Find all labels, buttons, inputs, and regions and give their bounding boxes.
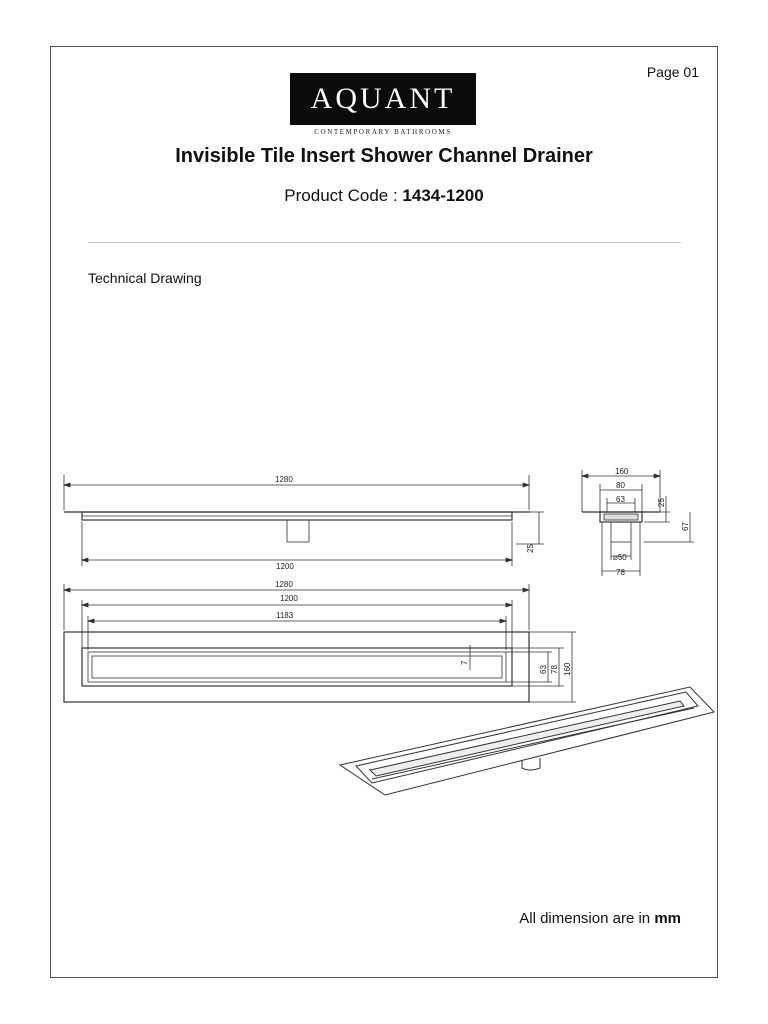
dim-end-outlet-outer: 78 [616,568,625,577]
dim-end-top: 25 [657,498,666,507]
dim-top-channel: 78 [550,665,559,674]
dimension-note-text: All dimension are in [519,910,655,927]
dim-end-height: 67 [681,522,690,531]
dim-side-height: 25 [526,544,535,553]
dimension-note [519,910,681,927]
dimension-unit: mm [654,910,681,927]
logo-tagline: CONTEMPORARY BATHROOMS [314,128,452,136]
dim-end-total: 160 [615,467,629,476]
section-heading: Technical Drawing [88,270,202,286]
dim-top-total: 1280 [275,580,293,589]
dim-side-inner: 1200 [276,562,294,571]
side-elevation-view [64,475,544,566]
logo-wordmark: AQUANT [310,82,456,115]
dim-top-grate: 1183 [276,611,294,620]
dim-end-grate: 63 [616,495,625,504]
product-code-label: Product Code : [284,186,403,205]
page-number: Page 01 [646,64,699,80]
product-code-value: 1434-1200 [402,186,484,205]
isometric-view [340,687,714,795]
document-title: Invisible Tile Insert Shower Channel Drainer [175,145,593,167]
top-plan-view [64,584,576,702]
dim-top-inner: 1200 [280,594,298,603]
dim-end-outlet: ⌀50 [613,553,627,562]
dim-top-gap: 7 [460,660,469,665]
end-view [582,470,694,576]
dim-end-channel: 80 [616,481,625,490]
dim-top-width: 160 [563,662,572,676]
dim-side-total: 1280 [275,475,293,484]
dim-top-grate-width: 63 [539,665,548,674]
